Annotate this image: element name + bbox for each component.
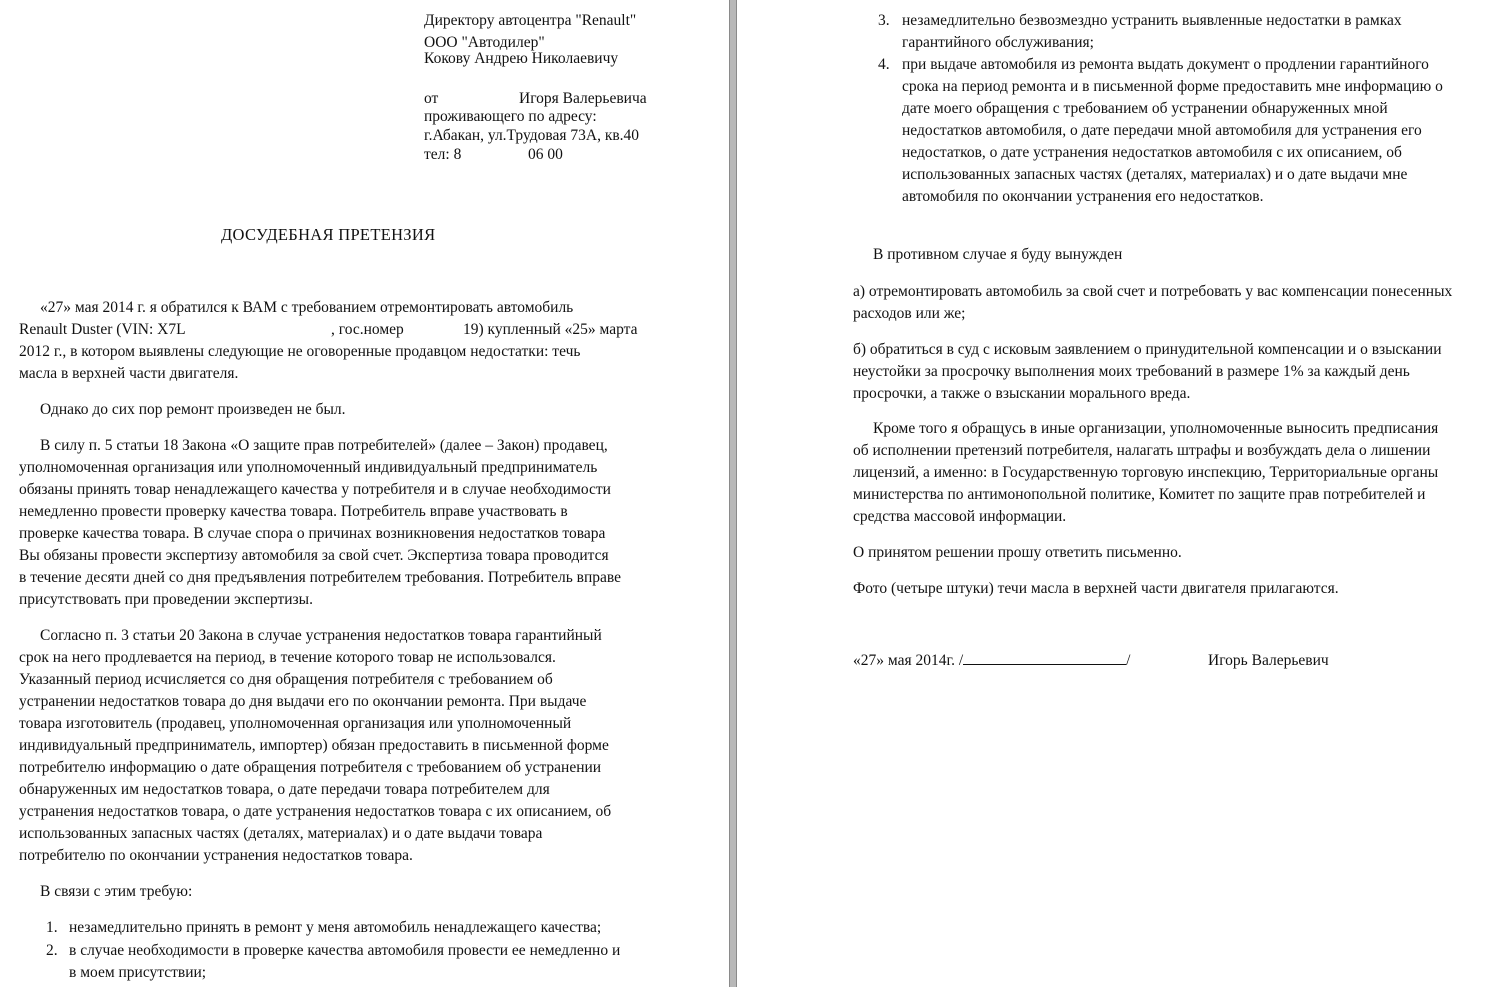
para4-line: обнаруженных им недостатков товара, о дате передачи товара потребителем для bbox=[19, 781, 550, 798]
para1-line: «27» мая 2014 г. я обратился к ВАМ с требованием отремонтировать автомобиль bbox=[40, 299, 574, 316]
otherwise-line: В противном случае я буду вынужден bbox=[873, 246, 1123, 263]
also-line: средства массовой информации. bbox=[853, 508, 1067, 525]
demand-line: при выдаче автомобиля из ремонта выдать документ о продлении гарантийного bbox=[902, 56, 1429, 73]
signature-date-text: «27» мая 2014г. / bbox=[853, 652, 964, 669]
demand-number: 4. bbox=[878, 56, 890, 73]
option-a-line: расходов или же; bbox=[853, 305, 966, 322]
demand-number: 2. bbox=[46, 942, 58, 959]
document-page-left bbox=[0, 0, 729, 987]
demand-line: недостатков, о дате устранения недостатков автомобиля с их описанием, об bbox=[902, 144, 1402, 161]
addressee-line-1: Директору автоцентра "Renault" bbox=[424, 12, 637, 29]
demand-line: дате моего обращения с требованием об устранении обнаруженных мной bbox=[902, 100, 1388, 117]
demand-line: незамедлительно безвозмездно устранить выявленные недостатки в рамках bbox=[902, 12, 1402, 29]
also-line: министерства по антимонопольной политике, Комитет по защите прав потребителей и bbox=[853, 486, 1426, 503]
para1-line: , гос.номер bbox=[331, 321, 404, 338]
also-line: лицензий, а именно: в Государственную торговую инспекцию, Территориальные органы bbox=[853, 464, 1439, 481]
sender-phone-tail: 06 00 bbox=[528, 146, 563, 163]
para2-line: Однако до сих пор ремонт произведен не был. bbox=[40, 401, 346, 418]
signature-line bbox=[963, 650, 1126, 665]
demand-number: 1. bbox=[46, 919, 58, 936]
addressee-line-3: Кокову Андрею Николаевичу bbox=[424, 50, 619, 67]
para4-line: индивидуальный предприниматель, импортер) обязан предоставить в письменной форме bbox=[19, 737, 609, 754]
sender-name: Игоря Валерьевича bbox=[519, 90, 647, 107]
para3-line: В силу п. 5 статьи 18 Закона «О защите прав потребителей» (далее – Закон) продавец, bbox=[40, 437, 608, 454]
demand-line: срока на период ремонта и в письменной форме предоставить мне информацию о bbox=[902, 78, 1443, 95]
option-a-line: а) отремонтировать автомобиль за свой счет и потребовать у вас компенсации понесенных bbox=[853, 283, 1453, 300]
signature-slash: / bbox=[1126, 652, 1131, 669]
document-title: ДОСУДЕБНАЯ ПРЕТЕНЗИЯ bbox=[221, 225, 436, 244]
para3-line: присутствовать при проведении экспертизы. bbox=[19, 591, 313, 608]
also-line: Кроме того я обращусь в иные организации, уполномоченные выносить предписания bbox=[873, 420, 1439, 437]
para4-line: Указанный период исчисляется со дня обращения потребителя с требованием об bbox=[19, 671, 553, 688]
option-b-line: б) обратиться в суд с исковым заявлением о принудительной компенсации и о взыскании bbox=[853, 341, 1442, 358]
para4-line: Согласно п. 3 статьи 20 Закона в случае устранения недостатков товара гарантийный bbox=[40, 627, 602, 644]
para3-line: обязаны принять товар ненадлежащего качества у потребителя и в случае необходимости bbox=[19, 481, 611, 498]
para4-line: использованных запасных частях (деталях, материалах) и о дате выдачи товара bbox=[19, 825, 543, 842]
demand-line: в моем присутствии; bbox=[69, 964, 207, 981]
para4-line: устранения недостатков товара, о дате устранения недостатков товара с их описанием, об bbox=[19, 803, 612, 820]
para3-line: Вы обязаны провести экспертизу автомобиля за свой счет. Экспертиза товара проводится bbox=[19, 547, 609, 564]
demand-line: гарантийного обслуживания; bbox=[902, 34, 1094, 51]
para3-line: в течение десяти дней со дня предъявления потребителем требования. Потребитель вправе bbox=[19, 569, 622, 586]
para4-line: срок на него продлевается на период, в течение которого товар не использовался. bbox=[19, 649, 556, 666]
demand-line: в случае необходимости в проверке качества автомобиля провести ее немедленно и bbox=[69, 942, 621, 959]
para1-line: 19) купленный «25» марта bbox=[463, 321, 638, 338]
document-page-right bbox=[737, 0, 1506, 987]
para3-line: проверке качества товара. В случае спора о причинах возникновения недостатков товара bbox=[19, 525, 606, 542]
para4-line: устранении недостатков товара до дня выдачи его по окончании ремонта. При выдаче bbox=[19, 693, 587, 710]
para1-line: Renault Duster (VIN: X7L bbox=[19, 321, 186, 338]
addressee-line-2: ООО "Автодилер" bbox=[424, 34, 545, 51]
page-separator bbox=[729, 0, 737, 987]
demand-line: использованных запасных частях (деталях, материалах) и о дате выдачи мне bbox=[902, 166, 1408, 183]
demand-intro: В связи с этим требую: bbox=[40, 883, 193, 900]
option-b-line: неустойки за просрочку выполнения моих требований в размере 1% за каждый день bbox=[853, 363, 1410, 380]
option-b-line: просрочки, а также о взыскании морального вреда. bbox=[853, 385, 1191, 402]
para4-line: потребителю по окончании устранения недостатков товара. bbox=[19, 847, 413, 864]
signature-name: Игорь Валерьевич bbox=[1208, 652, 1329, 669]
reply-line: О принятом решении прошу ответить письменно. bbox=[853, 544, 1182, 561]
para3-line: немедленно провести проверку качества товара. Потребитель вправе участвовать в bbox=[19, 503, 568, 520]
para3-line: уполномоченная организация или уполномоченный индивидуальный предприниматель bbox=[19, 459, 598, 476]
demand-number: 3. bbox=[878, 12, 890, 29]
sender-from: от bbox=[424, 90, 439, 107]
attachment-line: Фото (четыре штуки) течи масла в верхней части двигателя прилагаются. bbox=[853, 580, 1339, 597]
sender-address: г.Абакан, ул.Трудовая 73А, кв.40 bbox=[424, 127, 640, 144]
demand-line: недостатков автомобиля, о дате передачи мной автомобиля для устранения его bbox=[902, 122, 1422, 139]
demand-line: автомобиля по окончании устранения его недостатков. bbox=[902, 188, 1264, 205]
also-line: об исполнении претензий потребителя, налагать штрафы и возбуждать дела о лишении bbox=[853, 442, 1431, 459]
para1-line: масла в верхней части двигателя. bbox=[19, 365, 239, 382]
para4-line: потребителю информацию о дате обращения потребителя с требованием об устранении bbox=[19, 759, 602, 776]
sender-residing: проживающего по адресу: bbox=[424, 108, 597, 125]
para1-line: 2012 г., в котором выявлены следующие не оговоренные продавцом недостатки: течь bbox=[19, 343, 581, 360]
signature-date bbox=[853, 650, 1130, 672]
demand-line: незамедлительно принять в ремонт у меня автомобиль ненадлежащего качества; bbox=[69, 919, 602, 936]
para4-line: товара изготовитель (продавец, уполномоченная организация или уполномоченный bbox=[19, 715, 572, 732]
sender-phone-label: тел: 8 bbox=[424, 146, 462, 163]
